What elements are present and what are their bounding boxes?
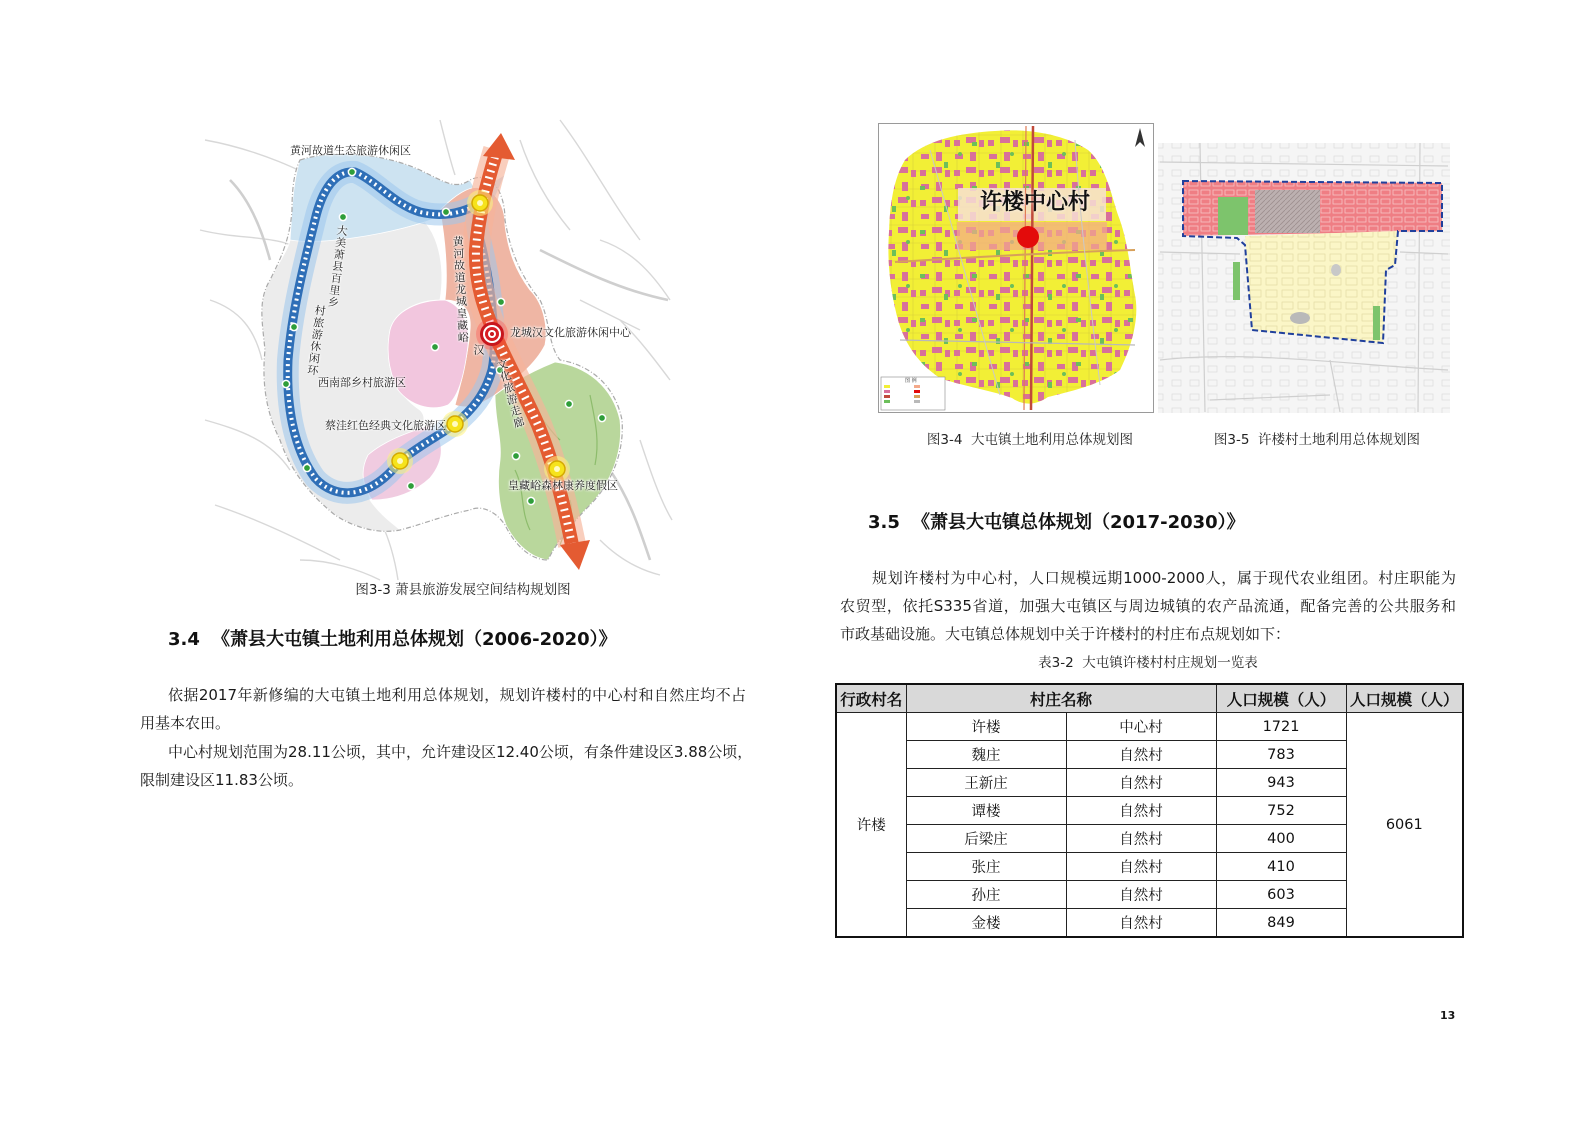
page-number: 13 <box>1440 1009 1456 1022</box>
arrowhead-south <box>560 540 590 570</box>
village-name-cell: 金楼 <box>906 909 1066 938</box>
village-type-cell: 自然村 <box>1066 881 1216 909</box>
village-type-cell: 中心村 <box>1066 713 1216 741</box>
label-culture-center: 龙城汉文化旅游休闲中心 <box>510 326 631 339</box>
section-title: 《萧县大屯镇土地利用总体规划（2006-2020）》 <box>212 629 617 650</box>
village-type-cell: 自然村 <box>1066 741 1216 769</box>
village-name-cell: 魏庄 <box>906 741 1066 769</box>
node-marker <box>387 448 413 474</box>
label-ring-route-part2: 村旅游休闲环 <box>305 304 327 378</box>
table-header-row <box>836 684 1463 713</box>
label-caiwa-zone: 蔡洼红色经典文化旅游区 <box>325 419 446 432</box>
label-corridor-part3: 文化旅游走廊 <box>494 357 527 431</box>
table-caption: 表3-2 大屯镇许楼村村庄规划一览表 <box>1038 655 1258 671</box>
paragraph-line: 依据2017年新修编的大屯镇土地利用总体规划，规划许楼村的中心村和自然庄均不占 <box>168 686 746 704</box>
paragraph-line: 农贸型，依托S335省道，加强大屯镇区与周边城镇的农产品流通，配备完善的公共服务和 <box>840 597 1456 615</box>
header-admin-village: 行政村名 <box>836 684 906 713</box>
section-3-5-paragraph <box>840 564 1456 648</box>
label-huangcangyu-zone: 皇藏峪森林康养度假区 <box>508 479 618 492</box>
population-cell: 752 <box>1216 797 1346 825</box>
population-cell: 410 <box>1216 853 1346 881</box>
village-name-cell: 谭楼 <box>906 797 1066 825</box>
village-land-use-map <box>1158 143 1450 413</box>
town-area <box>888 130 1136 403</box>
label-corridor-part2: 汉 <box>472 344 485 356</box>
paragraph-line: 中心村规划范围为28.11公顷，其中，允许建设区12.40公顷，有条件建设区3.88公顷， <box>168 743 753 761</box>
town-land-use-map <box>878 123 1154 413</box>
green-strip <box>1233 262 1240 300</box>
section-heading-3-5 <box>868 512 1268 534</box>
label-southwest-zone: 西南部乡村旅游区 <box>318 376 406 389</box>
village-type-cell: 自然村 <box>1066 769 1216 797</box>
population-cell: 849 <box>1216 909 1346 938</box>
header-population: 人口规模（人） <box>1216 684 1346 713</box>
label-corridor-part1: 黄河故道龙城皇藏峪 <box>451 235 470 344</box>
table-row <box>836 713 1463 741</box>
central-village-marker <box>1017 226 1039 248</box>
paragraph-line: 规划许楼村为中心村，人口规模远期1000-2000人，属于现代农业组团。村庄职能为 <box>872 569 1456 587</box>
village-name-cell: 孙庄 <box>906 881 1066 909</box>
green-space <box>1218 197 1248 235</box>
section-heading-3-4 <box>168 629 617 651</box>
village-name-cell: 王新庄 <box>906 769 1066 797</box>
section-number: 3.4 <box>168 629 200 650</box>
label-yellow-river-ecology-zone: 黄河故道生态旅游休闲区 <box>290 144 411 157</box>
label-ring-route-part1: 大美萧县百里乡 <box>325 224 349 309</box>
header-village-name: 村庄名称 <box>906 684 1216 713</box>
node-marker <box>467 190 493 216</box>
central-village-label: 许楼中心村 <box>980 190 1091 215</box>
total-population-cell: 6061 <box>1346 713 1463 938</box>
arrowhead-north <box>483 133 515 160</box>
village-type-cell: 自然村 <box>1066 909 1216 938</box>
paragraph-line: 限制建设区11.83公顷。 <box>140 771 303 789</box>
population-cell: 1721 <box>1216 713 1346 741</box>
village-type-cell: 自然村 <box>1066 853 1216 881</box>
population-cell: 603 <box>1216 881 1346 909</box>
section-3-4-paragraph-1 <box>140 681 746 737</box>
figure-caption-3-3: 图3-3 萧县旅游发展空间结构规划图 <box>355 582 571 598</box>
tourism-structure-map <box>195 115 675 585</box>
admin-village-cell: 许楼 <box>836 713 906 938</box>
population-cell: 783 <box>1216 741 1346 769</box>
population-cell: 943 <box>1216 769 1346 797</box>
figure-caption-3-5: 图3-5 许楼村土地利用总体规划图 <box>1213 432 1421 448</box>
village-type-cell: 自然村 <box>1066 825 1216 853</box>
village-name-cell: 张庄 <box>906 853 1066 881</box>
section-title: 《萧县大屯镇总体规划（2017-2030）》 <box>912 512 1245 533</box>
village-type-cell: 自然村 <box>1066 797 1216 825</box>
section-3-4-paragraph-2 <box>140 738 753 794</box>
paragraph-line: 市政基础设施。大屯镇总体规划中关于许楼村的村庄布点规划如下： <box>840 625 1291 643</box>
village-name-cell: 许楼 <box>906 713 1066 741</box>
section-number: 3.5 <box>868 512 900 533</box>
paragraph-line: 用基本农田。 <box>140 714 231 732</box>
green-strip <box>1373 306 1380 340</box>
village-name-cell: 后梁庄 <box>906 825 1066 853</box>
figure-caption-3-4: 图3-4 大屯镇土地利用总体规划图 <box>926 432 1134 448</box>
population-cell: 400 <box>1216 825 1346 853</box>
village-plan-table <box>835 683 1464 938</box>
header-population-total: 人口规模（人） <box>1346 684 1463 713</box>
legend-title: 图 例 <box>905 378 917 384</box>
